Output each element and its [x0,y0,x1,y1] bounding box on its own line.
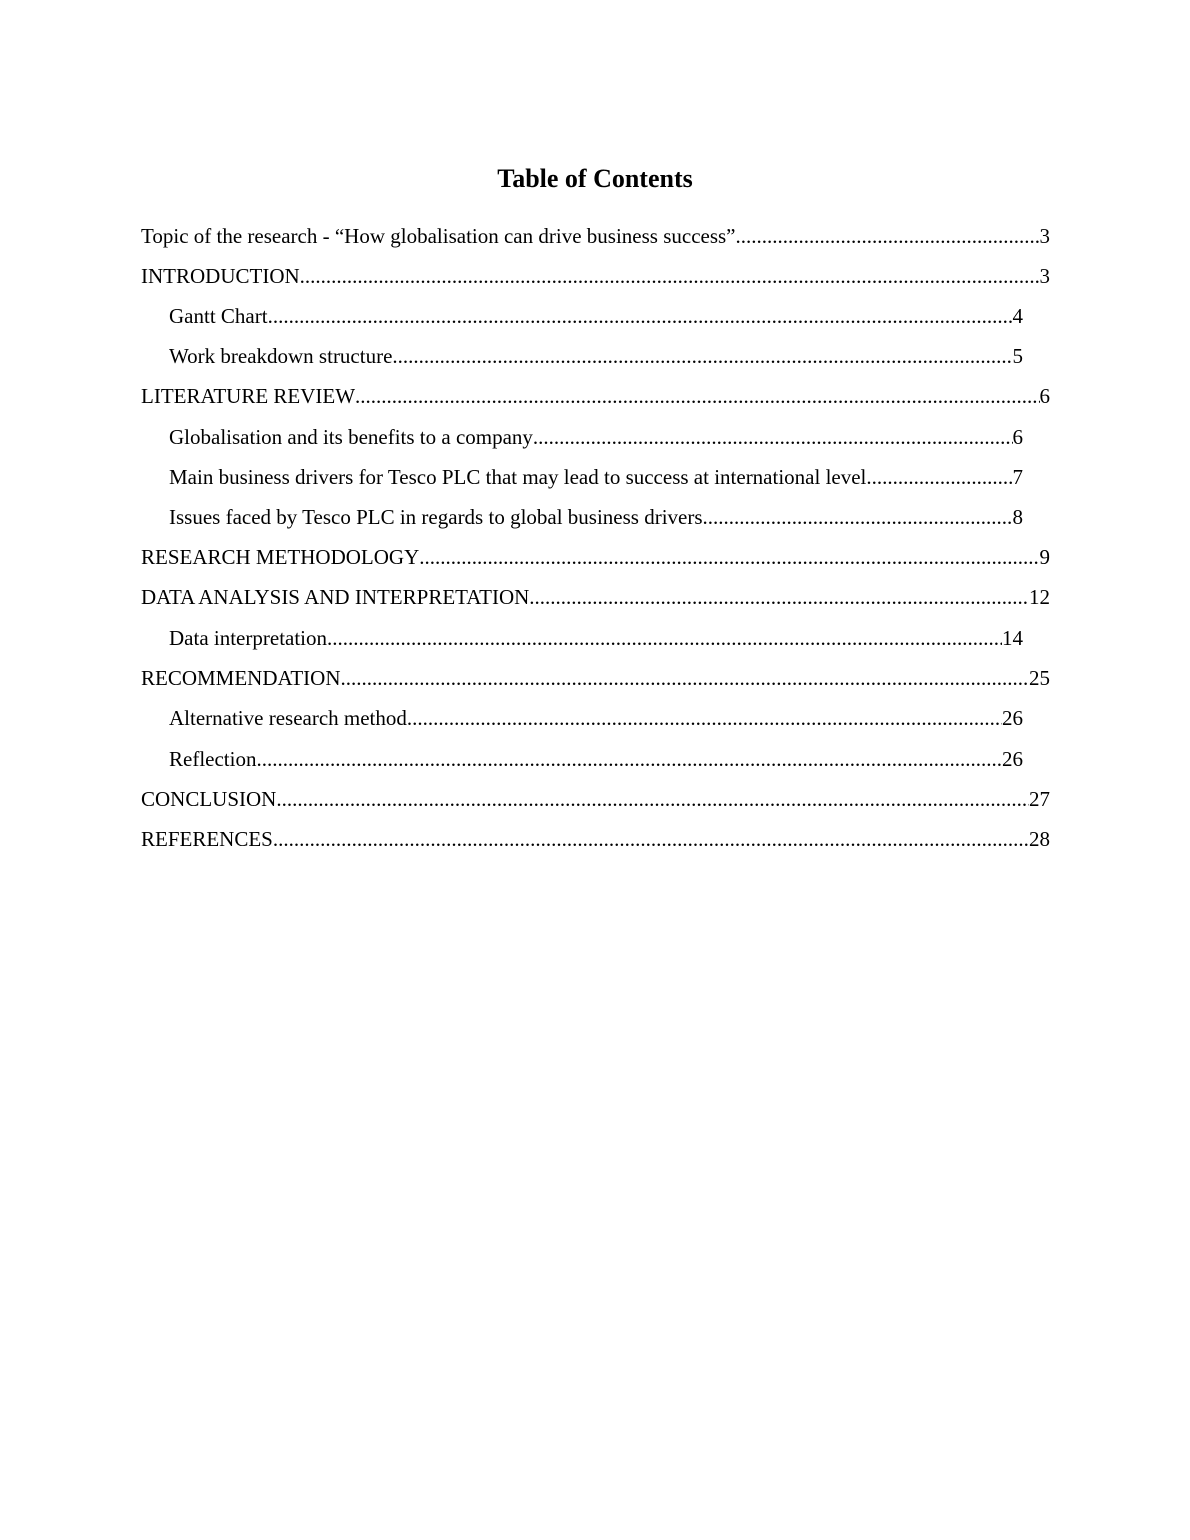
toc-leader-dots [392,341,1012,371]
toc-page-number: 28 [1029,827,1050,851]
toc-leader-dots [703,502,1013,532]
toc-leader-dots [407,703,1002,733]
toc-entry[interactable] [169,744,1023,774]
toc-entry-text: LITERATURE REVIEW [141,384,356,408]
toc-entry[interactable] [169,623,1023,653]
toc-entry[interactable] [169,422,1023,452]
toc-page-number: 6 [1039,384,1050,408]
toc-leader-dots [268,301,1013,331]
toc-page-number: 5 [1012,344,1023,368]
toc-entry[interactable] [169,341,1023,371]
toc-entry-text: Data interpretation [169,626,328,650]
toc-entry-text: DATA ANALYSIS AND INTERPRETATION [141,585,530,609]
toc-entry[interactable] [141,824,1050,854]
toc-leader-dots [276,784,1029,814]
toc-page-number: 26 [1002,747,1023,771]
toc-entry-text: CONCLUSION [141,787,277,811]
toc-leader-dots [533,422,1013,452]
toc-page-number: 9 [1039,545,1050,569]
toc-leader-dots [419,542,1039,572]
toc-entry[interactable] [141,582,1050,612]
toc-entry-text: RECOMMENDATION [141,666,341,690]
toc-entry-text: Topic of the research - “How globalisation can drive business success” [141,224,736,248]
toc-leader-dots [327,623,1002,653]
toc-entry-text: Main business drivers for Tesco PLC that may lead to success at international level [169,465,867,489]
toc-entry-text: Issues faced by Tesco PLC in regards to global business drivers [169,505,703,529]
toc-entry-text: Alternative research method [169,706,407,730]
toc-page-number: 14 [1002,626,1023,650]
toc-page-number: 3 [1039,264,1050,288]
toc-page-number: 25 [1029,666,1050,690]
toc-leader-dots [866,462,1012,492]
toc-title: Table of Contents [497,164,693,193]
toc-entry[interactable] [169,462,1023,492]
toc-leader-dots [355,381,1039,411]
toc-page-number: 27 [1029,787,1050,811]
toc-entry-text: Work breakdown structure [169,344,393,368]
toc-page-number: 4 [1012,304,1023,328]
toc-page-number: 3 [1039,224,1050,248]
toc-page-number: 6 [1012,425,1023,449]
toc-entry[interactable] [141,784,1050,814]
toc-leader-dots [300,261,1040,291]
toc-entry[interactable] [169,301,1023,331]
toc-leader-dots [341,663,1030,693]
toc-entry-text: Globalisation and its benefits to a company [169,425,533,449]
toc-entry[interactable] [141,381,1050,411]
toc-leader-dots [273,824,1029,854]
toc-entry-text: INTRODUCTION [141,264,300,288]
toc-leader-dots [529,582,1029,612]
toc-entry[interactable] [169,502,1023,532]
toc-entry-text: Reflection [169,747,257,771]
toc-leader-dots [736,221,1040,251]
toc-entry-text: RESEARCH METHODOLOGY [141,545,420,569]
toc-page-number: 8 [1012,505,1023,529]
toc-entry-text: REFERENCES [141,827,273,851]
toc-entry[interactable] [141,221,1050,251]
toc-entry[interactable] [141,542,1050,572]
toc-page-number: 12 [1029,585,1050,609]
toc-page-number: 7 [1012,465,1023,489]
toc-entry[interactable] [169,703,1023,733]
toc-entry[interactable] [141,663,1050,693]
toc-page-number: 26 [1002,706,1023,730]
toc-leader-dots [256,744,1002,774]
toc-entry[interactable] [141,261,1050,291]
toc-entry-text: Gantt Chart [169,304,268,328]
